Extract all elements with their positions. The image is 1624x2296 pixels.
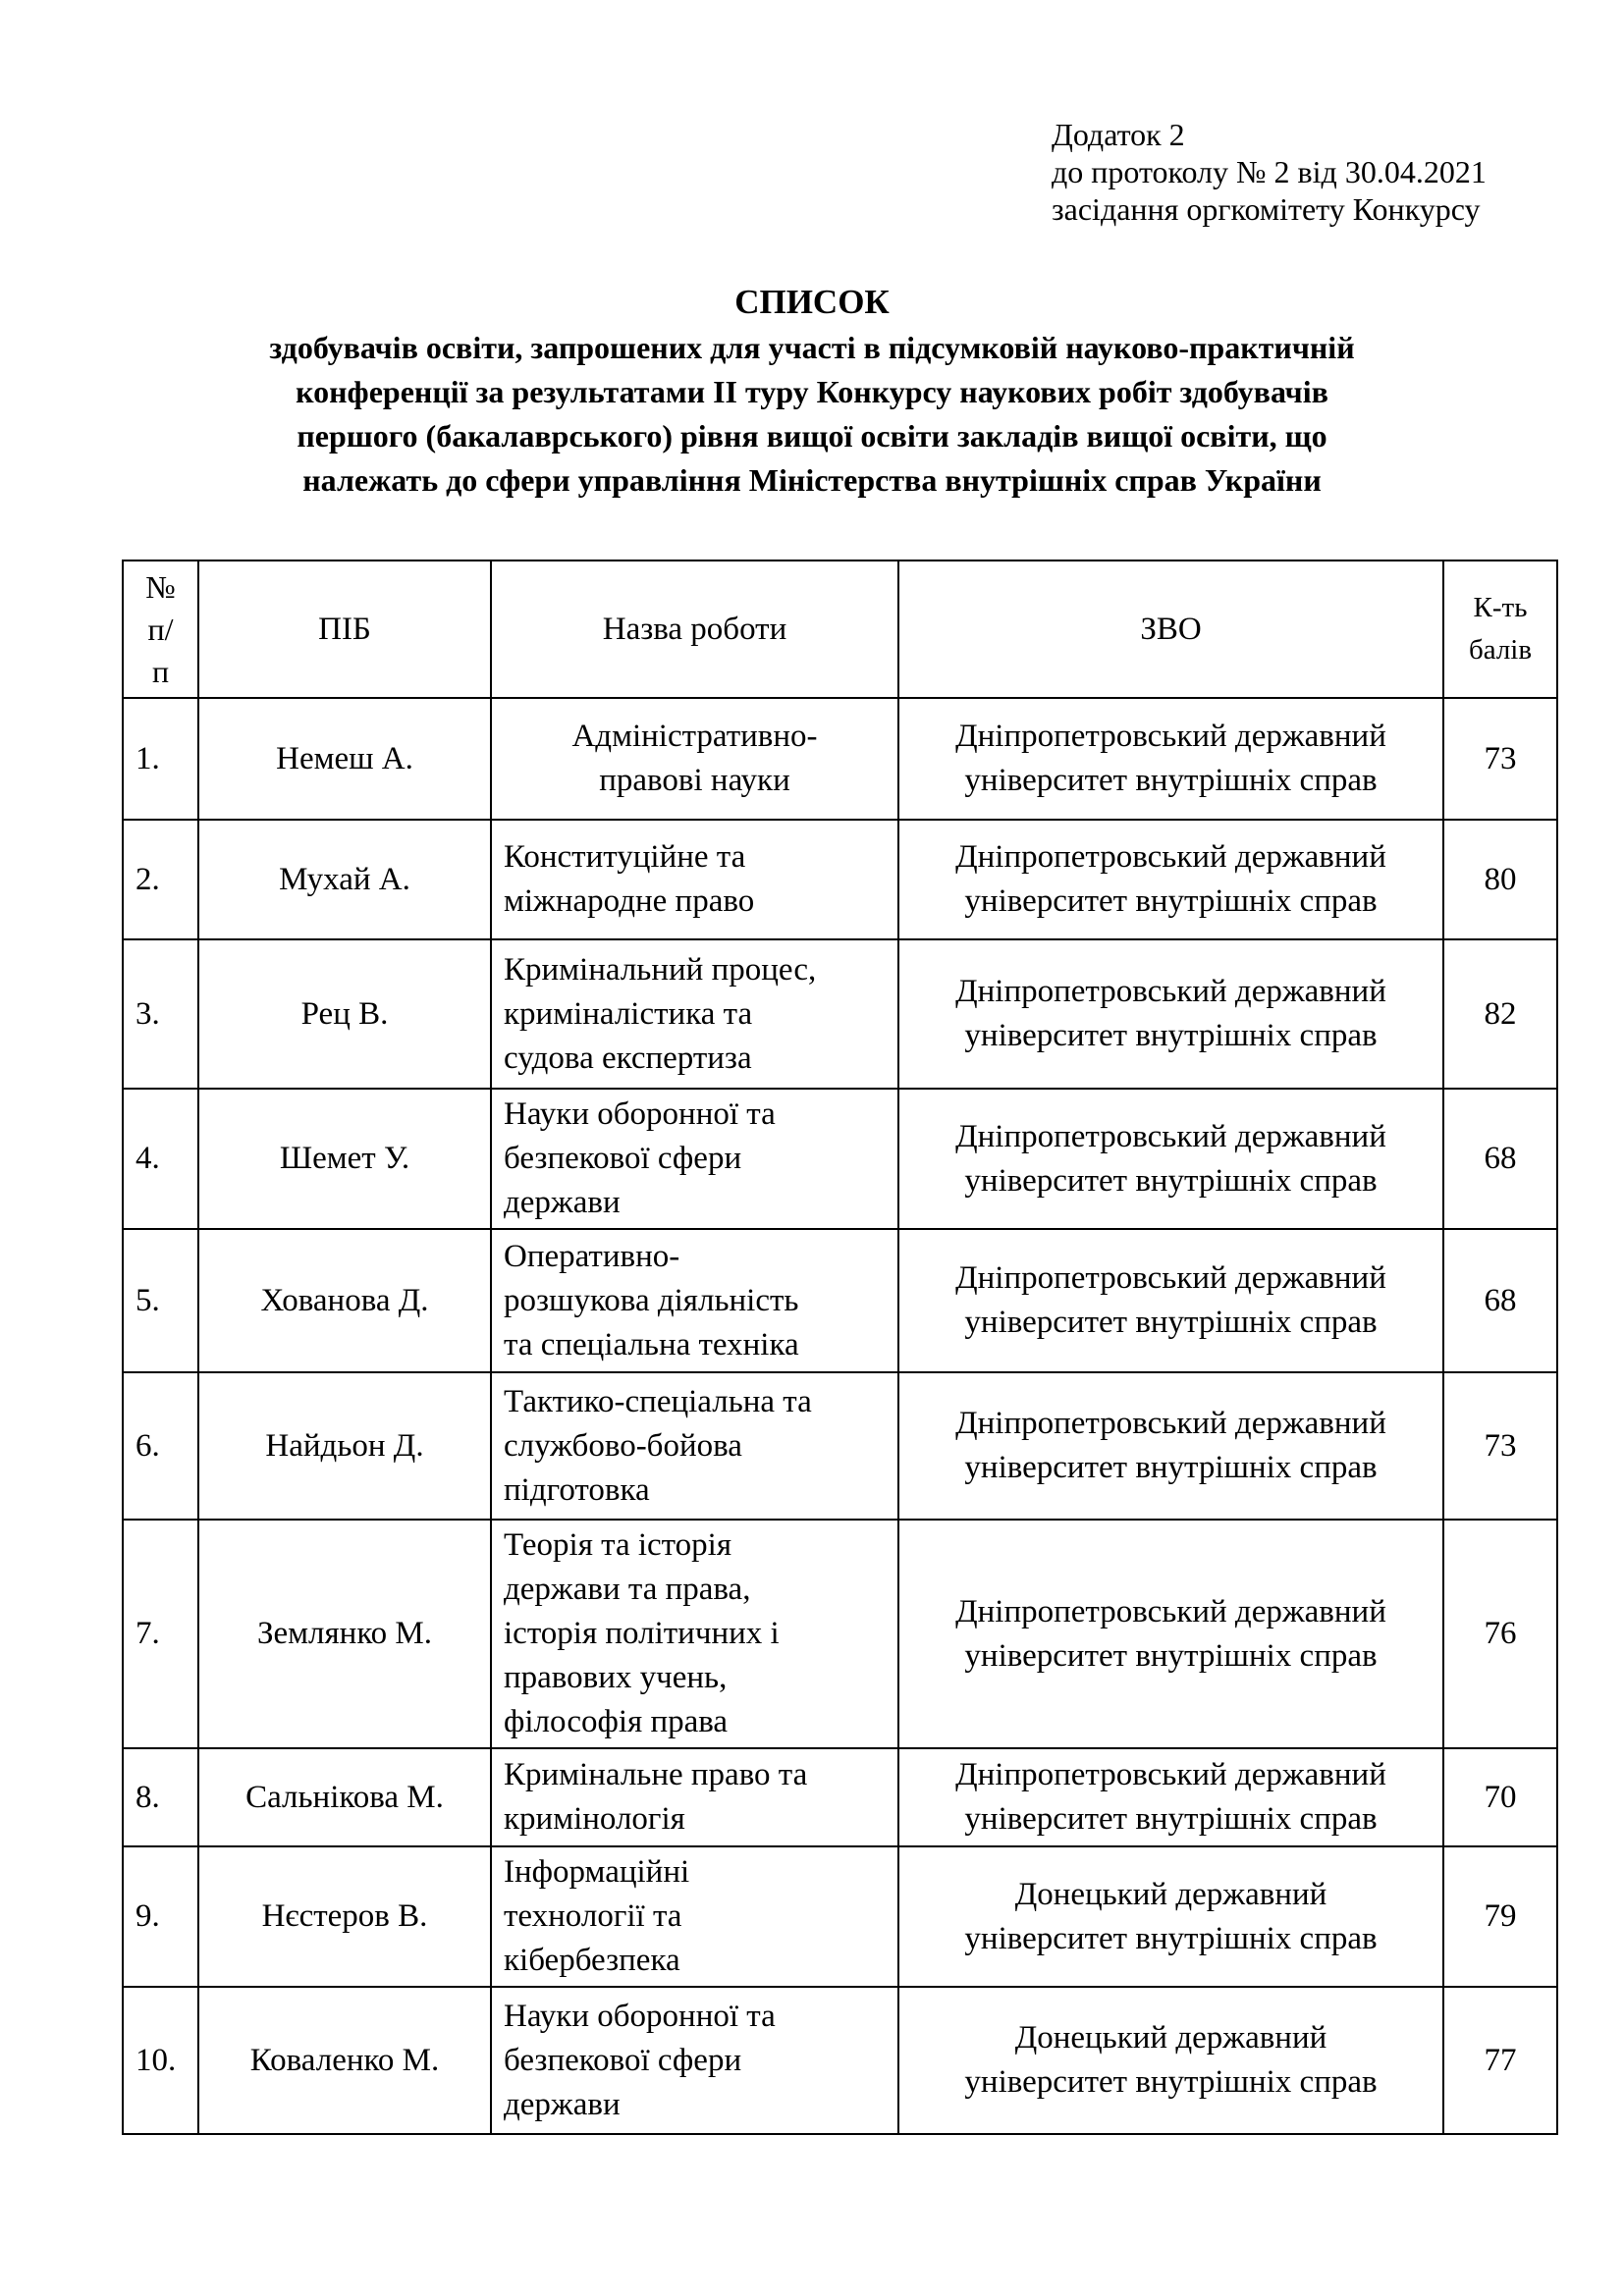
work-title-line: Кримінальне право та	[504, 1757, 808, 1792]
header-score	[1443, 561, 1557, 698]
university-line: Дніпропетровський державний	[955, 1260, 1386, 1296]
row-university	[898, 1748, 1443, 1846]
university-line: Дніпропетровський державний	[955, 1406, 1386, 1441]
title-line-2: конференції за результатами ІІ туру Конкурсу наукових робіт здобувачів	[296, 374, 1328, 409]
work-title-line: Науки оборонної та	[504, 1096, 776, 1132]
header-number-line: п/	[147, 611, 174, 647]
work-title-line: Кримінальний процес,	[504, 951, 817, 988]
work-title-line: історія політичних і	[504, 1616, 780, 1651]
header-score-line: балів	[1468, 634, 1533, 666]
row-university	[898, 820, 1443, 939]
row-name: Шемет У.	[198, 1089, 491, 1229]
work-title-line: криміналістика та	[504, 995, 753, 1032]
row-number: 10.	[123, 1987, 198, 2134]
university-line: університет внутрішніх справ	[964, 763, 1378, 798]
row-university	[898, 1372, 1443, 1520]
row-university	[898, 939, 1443, 1089]
university-line: Дніпропетровський державний	[955, 1757, 1386, 1792]
row-work-title	[491, 939, 898, 1089]
table-row	[123, 1229, 1557, 1372]
row-number: 7.	[123, 1520, 198, 1748]
row-university	[898, 698, 1443, 820]
row-score: 70	[1443, 1748, 1557, 1846]
row-score: 76	[1443, 1520, 1557, 1748]
work-title-line: підготовка	[504, 1471, 650, 1508]
table-header-row	[123, 561, 1557, 698]
row-score: 68	[1443, 1229, 1557, 1372]
row-number: 1.	[123, 698, 198, 820]
work-title-line: та спеціальна техніка	[504, 1326, 799, 1362]
header-score-line: К-ть	[1473, 592, 1528, 623]
row-university	[898, 1089, 1443, 1229]
row-work-title	[491, 698, 898, 820]
row-score: 82	[1443, 939, 1557, 1089]
row-name: Сальнікова М.	[198, 1748, 491, 1846]
work-title-line: розшукова діяльність	[504, 1282, 799, 1318]
work-title-line: службово-бойова	[504, 1427, 742, 1464]
table-row	[123, 698, 1557, 820]
university-line: університет внутрішніх справ	[964, 1305, 1378, 1340]
header-number-line: п	[151, 653, 170, 689]
work-title-line: міжнародне право	[504, 883, 755, 919]
table-row	[123, 1520, 1557, 1748]
header-work: Назва роботи	[491, 561, 898, 698]
title-line-1: здобувачів освіти, запрошених для участі в підсумковій науково-практичній	[269, 330, 1355, 365]
annex-meeting: засідання оргкомітету Конкурсу	[1052, 191, 1481, 227]
university-line: Дніпропетровський державний	[955, 719, 1386, 754]
row-university	[898, 1520, 1443, 1748]
work-title-line: філософія права	[504, 1704, 729, 1739]
university-line: університет внутрішніх справ	[964, 1162, 1378, 1199]
row-work-title	[491, 1987, 898, 2134]
work-title-line: безпекової сфери	[504, 1141, 742, 1176]
university-line: університет внутрішніх справ	[964, 1018, 1378, 1053]
university-line: Дніпропетровський державний	[955, 974, 1386, 1009]
header-number-line: №	[145, 568, 176, 605]
row-work-title	[491, 1229, 898, 1372]
table-row	[123, 1846, 1557, 1987]
row-score: 73	[1443, 698, 1557, 820]
university-line: університет внутрішніх справ	[964, 1637, 1378, 1674]
table-row	[123, 820, 1557, 939]
university-line: Дніпропетровський державний	[955, 1593, 1386, 1629]
work-title-line: кримінологія	[504, 1801, 685, 1837]
row-number: 8.	[123, 1748, 198, 1846]
row-number: 5.	[123, 1229, 198, 1372]
university-line: університет внутрішніх справ	[964, 1801, 1378, 1837]
work-title-line: Теорія та історія	[504, 1527, 732, 1563]
work-title-line: Інформаційні	[504, 1854, 690, 1890]
title-line-3: першого (бакалаврського) рівня вищої освіти закладів вищої освіти, що	[297, 418, 1327, 454]
row-name: Рец В.	[198, 939, 491, 1089]
work-title-line: правових учень,	[504, 1660, 728, 1695]
document-title	[0, 281, 1624, 503]
row-university	[898, 1987, 1443, 2134]
work-title-line: Науки оборонної та	[504, 1998, 776, 2034]
row-number: 9.	[123, 1846, 198, 1987]
row-score: 80	[1443, 820, 1557, 939]
row-name: Немеш А.	[198, 698, 491, 820]
table-row	[123, 1748, 1557, 1846]
work-title-line: Оперативно-	[504, 1238, 680, 1274]
header-name: ПІБ	[198, 561, 491, 698]
title-line-4: належать до сфери управління Міністерства внутрішніх справ України	[302, 462, 1322, 498]
university-line: університет внутрішніх справ	[964, 1450, 1378, 1485]
table-body	[123, 698, 1557, 2134]
header-university: ЗВО	[898, 561, 1443, 698]
row-score: 68	[1443, 1089, 1557, 1229]
title-main: СПИСОК	[734, 283, 890, 321]
row-name: Нєстеров В.	[198, 1846, 491, 1987]
row-number: 3.	[123, 939, 198, 1089]
university-line: Донецький державний	[1014, 1876, 1327, 1912]
table-row	[123, 1089, 1557, 1229]
row-name: Коваленко М.	[198, 1987, 491, 2134]
row-score: 79	[1443, 1846, 1557, 1987]
row-number: 4.	[123, 1089, 198, 1229]
university-line: Донецький державний	[1014, 2020, 1327, 2056]
university-line: університет внутрішніх справ	[964, 1920, 1378, 1956]
row-score: 77	[1443, 1987, 1557, 2134]
participants-table	[122, 560, 1558, 2135]
work-title-line: держави та права,	[504, 1572, 751, 1607]
annex-block	[1052, 116, 1487, 228]
row-work-title	[491, 1372, 898, 1520]
work-title-line: держави	[504, 1185, 621, 1220]
row-work-title	[491, 1520, 898, 1748]
work-title-line: правові науки	[599, 763, 790, 798]
row-name: Мухай А.	[198, 820, 491, 939]
row-name: Землянко М.	[198, 1520, 491, 1748]
row-score: 73	[1443, 1372, 1557, 1520]
work-title-line: судова експертиза	[504, 1040, 752, 1076]
work-title-line: Адміністративно-	[571, 719, 818, 754]
university-line: Дніпропетровський державний	[955, 839, 1386, 875]
work-title-line: кібербезпека	[504, 1943, 680, 1978]
row-university	[898, 1846, 1443, 1987]
table-row	[123, 1987, 1557, 2134]
row-work-title	[491, 1846, 898, 1987]
row-name: Найдьон Д.	[198, 1372, 491, 1520]
table-row	[123, 1372, 1557, 1520]
table-row	[123, 939, 1557, 1089]
row-work-title	[491, 1089, 898, 1229]
work-title-line: Тактико-спеціальна та	[504, 1383, 812, 1419]
work-title-line: технології та	[504, 1898, 682, 1934]
row-university	[898, 1229, 1443, 1372]
annex-number: Додаток 2	[1052, 117, 1185, 152]
header-number	[123, 561, 198, 698]
work-title-line: Конституційне та	[504, 839, 746, 875]
work-title-line: безпекової сфери	[504, 2042, 742, 2078]
row-name: Хованова Д.	[198, 1229, 491, 1372]
row-number: 6.	[123, 1372, 198, 1520]
university-line: Дніпропетровський державний	[955, 1118, 1386, 1154]
university-line: університет внутрішніх справ	[964, 883, 1378, 919]
university-line: університет внутрішніх справ	[964, 2064, 1378, 2100]
row-work-title	[491, 820, 898, 939]
annex-protocol: до протоколу № 2 від 30.04.2021	[1052, 154, 1487, 189]
row-number: 2.	[123, 820, 198, 939]
work-title-line: держави	[504, 2086, 621, 2122]
row-work-title	[491, 1748, 898, 1846]
